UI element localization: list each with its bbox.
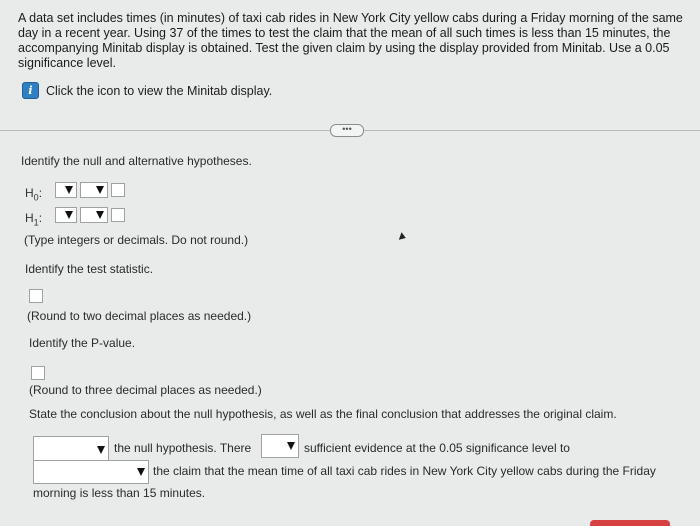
h0-letter: H (25, 186, 34, 200)
test-statistic-note: (Round to two decimal places as needed.) (27, 309, 252, 323)
problem-line: significance level. (18, 56, 116, 70)
problem-line: A data set includes times (in minutes) of taxi cab rides in New York City yellow cabs during a Friday morning of the same (18, 11, 683, 25)
conclusion-text-1: the null hypothesis. There (114, 441, 252, 455)
mouse-cursor-icon (399, 232, 407, 242)
h0-label: $H_0$: (25, 186, 43, 203)
p-value-input[interactable] (31, 366, 45, 380)
hypotheses-note: (Type integers or decimals. Do not round.) (24, 233, 249, 247)
test-statistic-input[interactable] (29, 289, 43, 303)
info-icon[interactable]: i (22, 82, 39, 99)
h0-subscript: 0 (33, 192, 39, 203)
h1-letter: H (25, 211, 34, 225)
evidence-dropdown[interactable] (261, 434, 299, 458)
problem-line: day in a recent year. Using 37 of the times to test the claim that the mean of all such times is less than 15 minutes, the (18, 26, 671, 40)
hypotheses-prompt: Identify the null and alternative hypotheses. (21, 154, 252, 168)
chevron-down-icon (287, 442, 295, 450)
info-link-text: Click the icon to view the Minitab display. (46, 83, 273, 98)
h1-value-input[interactable] (111, 208, 125, 222)
submit-button-edge[interactable] (590, 520, 670, 526)
claim-decision-dropdown[interactable] (33, 460, 149, 484)
h0-parameter-dropdown[interactable] (55, 182, 77, 198)
problem-line: accompanying Minitab display is obtained. Test the given claim by using the display provided from Minitab. Use a 0.05 (18, 41, 670, 55)
h1-label: $H_1$: (25, 211, 43, 228)
reject-decision-dropdown[interactable] (33, 436, 109, 462)
problem-statement (18, 11, 700, 71)
h1-subscript: 1 (33, 217, 39, 228)
h0-value-input[interactable] (111, 183, 125, 197)
expand-more-button[interactable]: ••• (330, 124, 364, 137)
chevron-down-icon (65, 211, 73, 219)
chevron-down-icon (96, 211, 104, 219)
h1-operator-dropdown[interactable] (80, 207, 108, 223)
h1-parameter-dropdown[interactable] (55, 207, 77, 223)
conclusion-text-4: morning is less than 15 minutes. (33, 486, 206, 500)
p-value-note: (Round to three decimal places as needed.) (29, 383, 262, 397)
minitab-info-row (22, 82, 272, 99)
chevron-down-icon (65, 186, 73, 194)
h0-operator-dropdown[interactable] (80, 182, 108, 198)
chevron-down-icon (96, 186, 104, 194)
p-value-prompt: Identify the P-value. (29, 336, 136, 350)
test-statistic-prompt: Identify the test statistic. (25, 262, 154, 276)
conclusion-prompt: State the conclusion about the null hypothesis, as well as the final conclusion that addresses the original claim. (29, 407, 617, 421)
chevron-down-icon (97, 446, 105, 454)
chevron-down-icon (137, 468, 145, 476)
conclusion-text-3: the claim that the mean time of all taxi cab rides in New York City yellow cabs during the Friday (153, 464, 656, 478)
conclusion-text-2: sufficient evidence at the 0.05 significance level to (304, 441, 570, 455)
